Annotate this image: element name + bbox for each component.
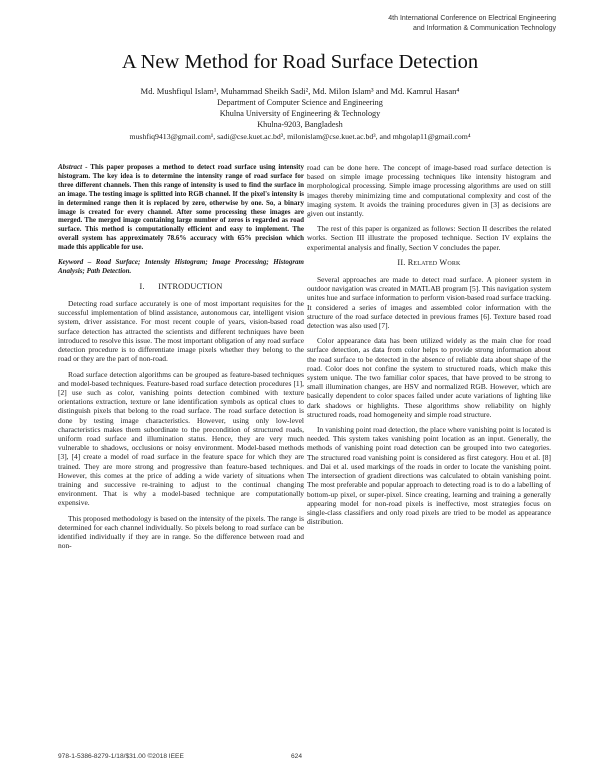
related-paragraph-2: Color appearance data has been utilized widely as the main clue for road surface detection, as data from color helps to provide strong information about the road surface to be detected in the absence of reliable data about shape of the road. Color does not confine the system to structured roads, which make this system unique. The two familiar color spaces, that have proved to be strong to small illumination changes, are HSV and normalized RGB. However, which are basically dependent to color spaces failed under acute variations of lighting like dark shadows or highlights. These algorithms show reliability on highly structured roads, road homogeneity and simple road structure. [307,336,551,419]
keywords: Keyword – Road Surface; Intensity Histogram; Image Processing; Histogram Analysis; Path Detection. [58,258,304,275]
abstract-text: - This paper proposes a method to detect road surface using intensity histogram. The key idea is to determine the intensity range of road surface for three different channels. Then this range of intensity is used to find the surface in an image. The testing image is splitted into RGB channel. If the pixel's intensity is in determined range then it is replaced by zero, otherwise by one. So, a binary image is created for every channel. After some processing these images are merged. The merged image containing large number of zeros is regarded as road surface. This method is computationally efficient and easy to implement. The overall system has approximately 78.6% accuracy with 65% precision which made this applicable for use. [58,163,304,252]
section-heading-related-work [307,258,551,267]
affiliation-city: Khulna-9203, Bangladesh [257,120,343,129]
abstract [58,163,304,252]
conference-line-1: 4th International Conference on Electrical Engineering [388,15,556,22]
related-paragraph-3: In vanishing point road detection, the place where vanishing point is located is needed. This system takes vanishing point location as an input. Generally, the methods of vanishing point road detection can be grouped into two categories. The structured road vanishing point is considered as first category. Hou et al. [8] and Dai et al. used markings of the roads in order to locate the vanishing point. The intersection of gradient directions was calculated to obtain vanishing point. The most preferable and popular approach to detecting road is to do a labelling of bottom-up pixel, or super-pixel. Since creating, learning and training a generally appearing model for non-road pixels is ineffective, most strategies focus on single-class classifiers and only road pixels are tried to be model as appearance distribution. [307,425,551,527]
section-heading-introduction [58,282,304,291]
conference-line-2: and Information & Communication Technology [412,24,556,32]
intro-paragraph-2: Road surface detection algorithms can be grouped as feature-based techniques and model-based techniques. Feature-based road surface detection procedures [1], [2] use such as color, vanishing points detection combined with texture orientations extraction, texture or lane identification symbols as optical clues to distinguish pixels that belong to the road surface. The road surface detection is done by testing image characteristics. However, using only low-level characteristics makes them subordinate to the precondition of structured roads, uniform road surface and illumination status. Hence, they are very much vulnerable to shadows, occlusions or noisy environment. Model-based methods [3], [4] create a model of road surface in the feature space for which they are trained. They are more strong and progressive than feature-based techniques. However, this comes at the price of adding a wide variety of situations when training and successive re-training to adjust to the continual changing environment. That is why a model-based technique are computationally expensive. [58,369,304,508]
author-emails: mushfiq9413@gmail.com¹, sadi@cse.kuet.ac.bd², milonislam@cse.kuet.ac.bd³, and mhgolap11@gmail.com⁴ [129,132,471,141]
affiliation-university: Khulna University of Engineering & Technology [219,109,381,118]
left-column [58,163,304,556]
section-title: Related Work [407,257,461,267]
paper-title: A New Method for Road Surface Detection [121,51,479,73]
intro-paragraph-4: The rest of this paper is organized as follows: Section II describes the related works. Section III illustrate the proposed technique. Section IV explains the experimental analysis and finally, Section V concludes the paper. [307,224,551,252]
affiliation-department: Department of Computer Science and Engineering [217,98,383,107]
section-number: I. [139,281,145,291]
author-list: Md. Mushfiqul Islam¹, Muhammad Sheikh Sadi², Md. Milon Islam³ and Md. Kamrul Hasan⁴ [140,86,460,96]
right-column [307,163,551,532]
section-title: INTRODUCTION [158,281,223,291]
related-paragraph-1: Several approaches are made to detect road surface. A pioneer system in outdoor navigation was created in MATLAB program [5]. This navigation system unites hue and surface information to perform vision-based road surface tracking. It considered a series of images and assembled color information with the structure of the road surface detected in previous frames [6]. Texture based road detection was also used [7]. [307,275,551,331]
intro-paragraph-3: This proposed methodology is based on the intensity of the pixels. The range is determined for each channel individually. So pixels belong to road surface can be identified individually if they are in range. So the difference between road and non- [58,513,304,551]
page-number: 624 [291,753,303,760]
conference-header [316,14,556,33]
intro-paragraph-1: Detecting road surface accurately is one of most important requisites for the successful implementation of blind assistance, autonomous car, intelligent vision system, driver assistance. For most recent couple of years, vision-based road surface detection has attracted the scientists and different techniques have been introduced to resolve this issue. The most important obligation of any road surface detection procedure is to differentiate image pixels whether they belong to the road or they are the part of non-road. [58,299,304,364]
abstract-label: Abstract [58,163,83,171]
footer-isbn: 978-1-5386-8279-1/18/$31.00 ©2018 IEEE [58,753,184,760]
section-number: II. [397,257,406,267]
intro-paragraph-continued: road can be done here. The concept of image-based road surface detection is based on simple image processing techniques like intensity histogram and morphological processing. Simple image processing algorithms are used on still images thereby minimizing time and computational complexity and cost of the imaging system. It avoids the training procedures given in [3] as decisions are given out instantly. [307,163,551,219]
